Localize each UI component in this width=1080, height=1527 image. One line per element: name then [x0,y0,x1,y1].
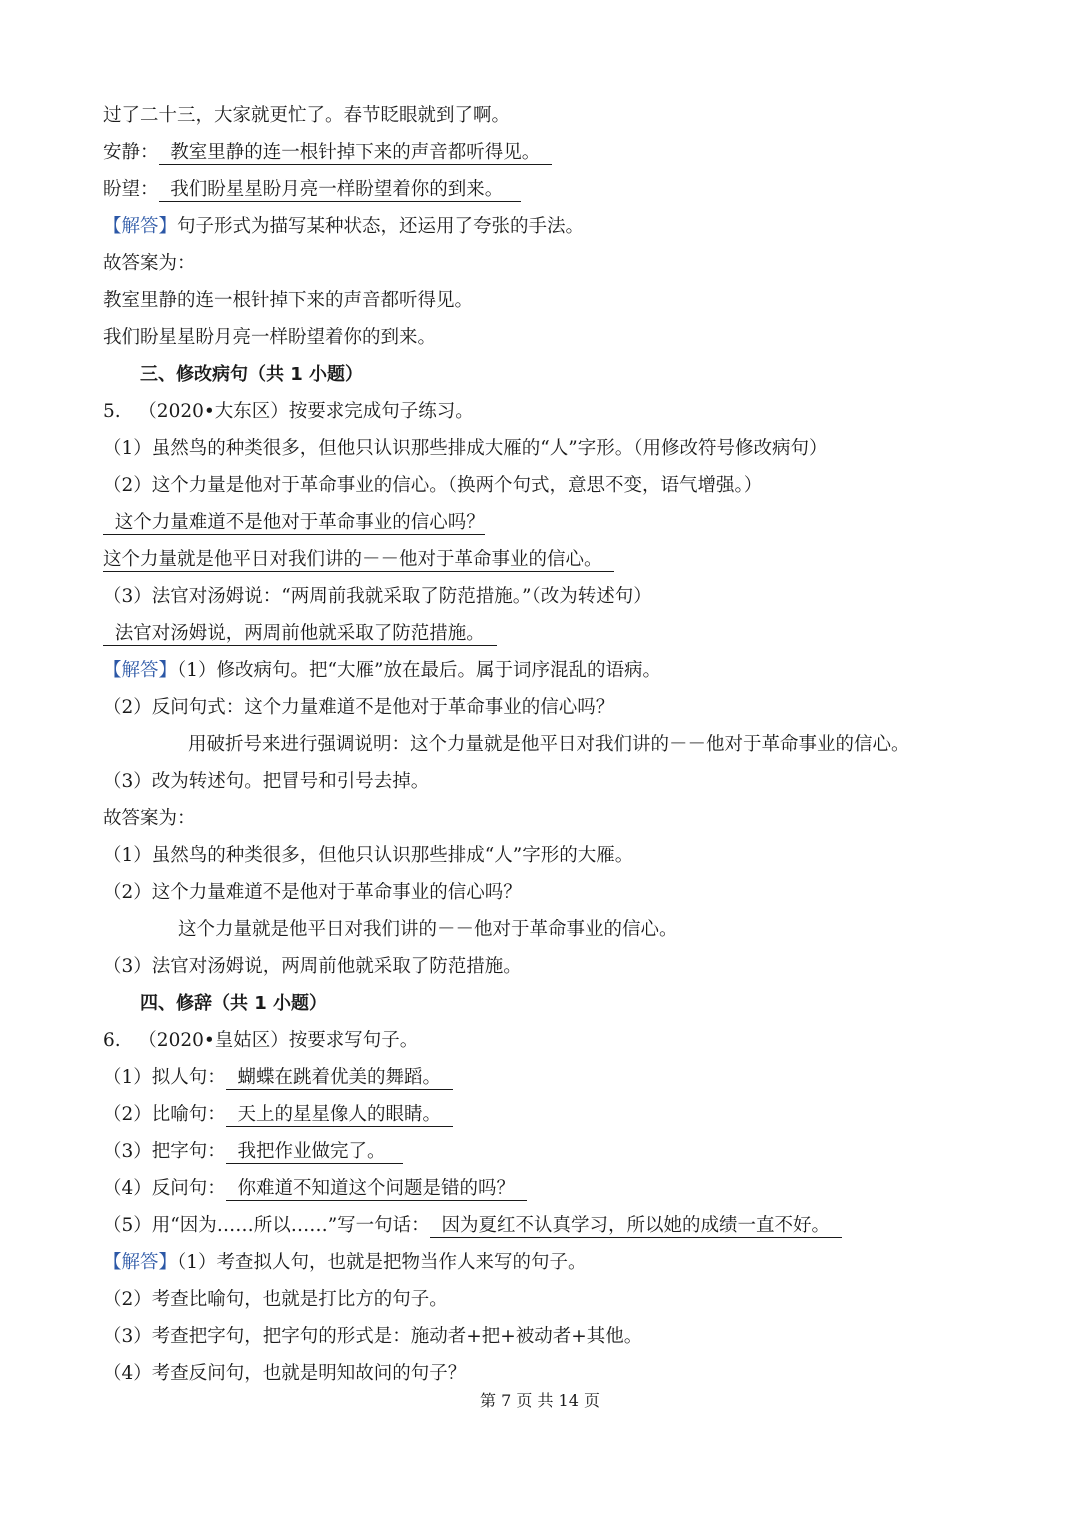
analysis-text: 句子形式为描写某种状态，还运用了夸张的手法。 [177,216,585,237]
text-line: 用破折号来进行强调说明：这个力量就是他平日对我们讲的－－他对于革命事业的信心。 [188,734,910,755]
text-line: 过了二十三，大家就更忙了。春节眨眼就到了啊。 [103,105,511,126]
underlined-answer: 法官对汤姆说，两周前他就采取了防范措施。 [103,623,497,644]
answer-line-panwang [103,176,521,204]
text-line: （1）虽然鸟的种类很多，但他只认识那些排成“人”字形的大雁。 [103,845,634,866]
underlined-answer: 这个力量就是他平日对我们讲的－－他对于革命事业的信心。 [103,549,615,570]
text-line: （2）这个力量难道不是他对于革命事业的信心吗？ [103,882,522,903]
label: 安静： [103,142,159,163]
analysis-line [103,657,661,685]
text-line: （3）法官对汤姆说：“两周前我就采取了防范措施。”（改为转述句） [103,586,652,607]
underlined-answer: 蝴蝶在跳着优美的舞蹈。 [225,1067,453,1088]
text-line: （1）虽然鸟的种类很多，但他只认识那些排成大雁的“人”字形。（用修改符号修改病句） [103,438,828,459]
underlined-answer: 这个力量难道不是他对于革命事业的信心吗？ [103,512,485,533]
text-line: （3）考查把字句，把字句的形式是：施动者+把+被动者+其他。 [103,1326,643,1347]
answer-line [103,1101,453,1129]
question-title: 5. （2020•大东区）按要求完成句子练习。 [103,401,474,422]
analysis-tag: 【解答】 [103,1252,178,1273]
analysis-text: （1）修改病句。把“大雁”放在最后。属于词序混乱的语病。 [177,660,661,681]
label: （1）拟人句： [103,1067,226,1088]
text-line: （4）考查反问句，也就是明知故问的句子？ [103,1363,467,1384]
question-title: 6. （2020•皇姑区）按要求写句子。 [103,1030,419,1051]
section-heading: 三、修改病句（共 1 小题） [140,364,364,385]
text-line: 教室里静的连一根针掉下来的声音都听得见。 [103,290,474,311]
underlined-answer: 教室里静的连一根针掉下来的声音都听得见。 [158,142,553,163]
text-line: （2）考查比喻句，也就是打比方的句子。 [103,1289,448,1310]
text-line: 故答案为： [103,808,196,829]
underlined-answer: 我把作业做完了。 [225,1141,404,1162]
analysis-tag: 【解答】 [103,216,178,237]
label: （2）比喻句： [103,1104,226,1125]
underlined-answer: 你难道不知道这个问题是错的吗？ [225,1178,527,1199]
answer-line-anjing [103,139,552,167]
text-line: （2）反问句式：这个力量难道不是他对于革命事业的信心吗？ [103,697,615,718]
answer-line [103,1064,453,1092]
analysis-line [103,1249,587,1277]
text-line: （3）法官对汤姆说，两周前他就采取了防范措施。 [103,956,522,977]
text-line: 这个力量就是他平日对我们讲的－－他对于革命事业的信心。 [178,919,678,940]
underlined-answer: 天上的星星像人的眼睛。 [225,1104,453,1125]
answer-line [103,1212,842,1240]
answer-line [103,1175,527,1203]
analysis-line [103,213,584,241]
label: （5）用“因为……所以……”写一句话： [103,1215,430,1236]
page-number-footer: 第 7 页 共 14 页 [480,1391,600,1410]
section-heading: 四、修辞（共 1 小题） [140,993,328,1014]
text-line: 故答案为： [103,253,196,274]
label: 盼望： [103,179,159,200]
analysis-text: （1）考查拟人句，也就是把物当作人来写的句子。 [177,1252,587,1273]
text-line: （3）改为转述句。把冒号和引号去掉。 [103,771,430,792]
underlined-answer: 因为夏红不认真学习，所以她的成绩一直不好。 [429,1215,842,1236]
analysis-tag: 【解答】 [103,660,178,681]
underlined-answer: 我们盼星星盼月亮一样盼望着你的到来。 [158,179,521,200]
text-line: （2）这个力量是他对于革命事业的信心。（换两个句式，意思不变，语气增强。） [103,475,763,496]
label: （3）把字句： [103,1141,226,1162]
answer-line [103,1138,403,1166]
text-line: 我们盼星星盼月亮一样盼望着你的到来。 [103,327,437,348]
label: （4）反问句： [103,1178,226,1199]
